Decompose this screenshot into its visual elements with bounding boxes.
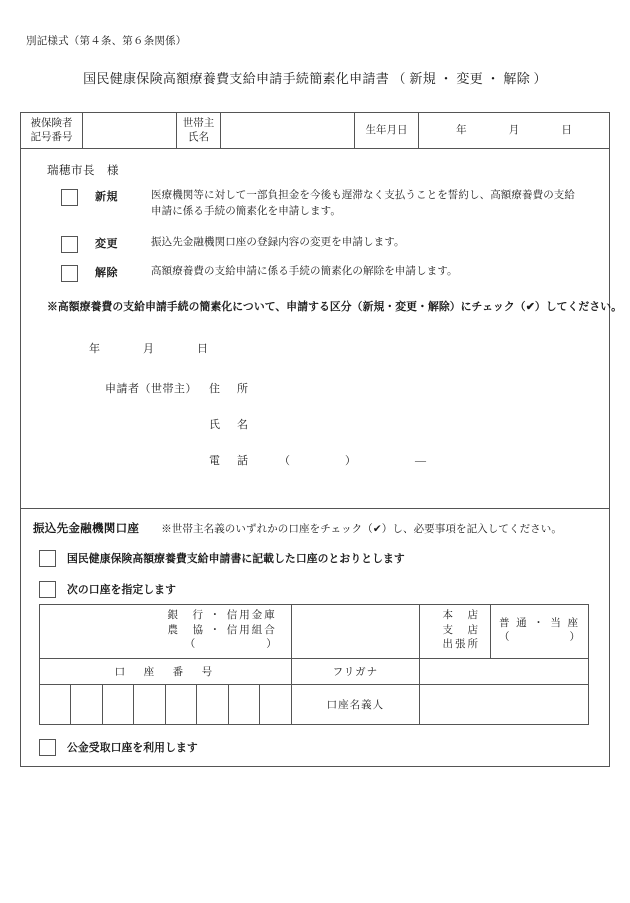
applicant-role-label: 申請者（世帯主） (105, 382, 197, 395)
option-description-new: 医療機関等に対して一部負担金を今後も遅滞なく支払うことを誓約し、高額療養費の支給申請に係る手続の簡素化を申請します。 (151, 190, 575, 218)
bank-option-public-account-label: 公金受取口座を利用します (67, 741, 198, 754)
checkbox-new[interactable] (61, 189, 78, 206)
insured-number-label-line1: 被保険者 (30, 118, 73, 130)
branch-kind-line2: 支 店 (442, 624, 480, 636)
account-type-paren-line (499, 631, 580, 645)
birthdate-field[interactable] (419, 113, 609, 148)
option-row-cancel[interactable] (21, 264, 609, 282)
account-type-options: 普 通 ・ 当 座 (498, 617, 580, 629)
account-number-digit-cell[interactable] (103, 685, 134, 724)
bank-details-table (39, 604, 589, 725)
applicant-tel-line (21, 452, 609, 468)
applicant-tel-label: 電 話 (209, 454, 251, 467)
bank-option-specify[interactable] (21, 581, 609, 598)
application-date-year-unit: 年 (89, 342, 101, 355)
bank-option-same-as-claim-label: 国民健康保険高額療養費支給申請書に記載した口座のとおりとします (67, 552, 405, 565)
checkbox-cancel[interactable] (61, 265, 78, 282)
account-type-cell[interactable] (490, 604, 588, 658)
application-date-month-unit: 月 (143, 342, 155, 355)
checkbox-specify-account[interactable] (39, 581, 56, 598)
furigana-field[interactable] (420, 658, 589, 684)
instruction-note: ※高額療養費の支給申請手続の簡素化について、申請する区分（新規・変更・解除）にチェック（✔）してください。 (47, 300, 623, 313)
household-head-label-line1: 世帯主 (182, 118, 215, 130)
checkbox-public-receiving-account[interactable] (39, 739, 56, 756)
branch-kind-cell[interactable] (420, 604, 491, 658)
branch-name-field[interactable] (291, 604, 419, 658)
tel-close-paren: ） (345, 454, 357, 467)
applicant-tel-field[interactable] (279, 452, 427, 468)
account-holder-field[interactable] (420, 684, 589, 724)
checkbox-same-as-claim[interactable] (39, 550, 56, 567)
bank-table-row-institution (40, 604, 589, 658)
bank-section-header (21, 509, 609, 536)
account-number-digit-cell[interactable] (197, 685, 228, 724)
insured-number-label (21, 113, 83, 148)
account-number-digit-boxes (40, 685, 291, 724)
option-row-change[interactable] (21, 235, 609, 253)
account-holder-label: 口座名義人 (291, 684, 419, 724)
option-label-cancel: 解除 (95, 266, 118, 279)
page-title: 国民健康保険高額療養費支給申請手続簡素化申請書 （ 新規 ・ 変更 ・ 解除 ） (83, 71, 547, 86)
bank-kind-line2: 農 協 ・ 信用組合 (167, 624, 277, 636)
checkbox-change[interactable] (61, 236, 78, 253)
addressee: 瑞穂市長 様 (47, 165, 119, 177)
bank-kind-line1: 銀 行 ・ 信用金庫 (167, 610, 277, 622)
bank-table-row-labels (40, 658, 589, 684)
insured-number-label-line2: 記号番号 (30, 131, 73, 143)
bank-account-section (21, 508, 609, 766)
insured-info-row (21, 113, 609, 149)
application-type-options (21, 178, 609, 282)
applicant-name-line (21, 416, 609, 432)
option-description-change: 振込先金融機関口座の登録内容の変更を申請します。 (151, 236, 405, 248)
account-number-digit-cell[interactable] (229, 685, 260, 724)
tel-dash: ― (415, 454, 427, 467)
household-head-label-line2: 氏名 (188, 131, 209, 143)
option-label-change: 変更 (95, 237, 118, 250)
birthdate-day-unit: 日 (561, 124, 572, 136)
option-description-cancel: 高額療養費の支給申請に係る手続の簡素化の解除を申請します。 (151, 265, 458, 277)
branch-kind-line1: 本 店 (442, 610, 480, 622)
bank-option-public-account[interactable] (21, 739, 609, 756)
account-number-digit-cell[interactable] (166, 685, 197, 724)
option-label-new: 新規 (95, 191, 118, 203)
birthdate-label: 生年月日 (355, 113, 419, 148)
household-head-label (177, 113, 221, 148)
applicant-name-label: 氏 名 (209, 418, 251, 431)
applicant-address-label: 住 所 (209, 382, 251, 395)
bank-section-note: ※世帯主名義のいずれかの口座をチェック（✔）し、必要事項を記入してください。 (161, 523, 562, 535)
account-number-digit-cell[interactable] (260, 685, 290, 724)
account-number-label: 口 座 番 号 (40, 658, 292, 684)
branch-kind-line3: 出張所 (442, 639, 480, 651)
form-code: 別記様式（第４条、第６条関係） (26, 36, 187, 47)
account-type-close-paren: ） (569, 632, 580, 644)
bank-table-row-values (40, 684, 589, 724)
bank-section-title: 振込先金融機関口座 (33, 522, 140, 535)
birthdate-month-unit: 月 (508, 124, 520, 136)
bank-kind-paren-line (185, 638, 277, 652)
bank-option-same-as-claim[interactable] (21, 550, 609, 567)
bank-kind-open-paren: （ (184, 639, 196, 651)
account-number-field[interactable] (40, 684, 292, 724)
furigana-label: フリガナ (291, 658, 419, 684)
account-number-digit-cell[interactable] (134, 685, 165, 724)
account-type-open-paren: （ (498, 632, 510, 644)
option-row-new[interactable] (21, 188, 609, 221)
bank-option-specify-label: 次の口座を指定します (67, 583, 176, 596)
application-date-line[interactable] (21, 340, 609, 356)
household-head-name-field[interactable] (221, 113, 355, 148)
account-number-digit-cell[interactable] (40, 685, 71, 724)
applicant-address-line (21, 380, 609, 396)
applicant-block (21, 314, 609, 508)
form-frame (20, 112, 623, 767)
bank-kind-cell[interactable] (40, 604, 292, 658)
bank-kind-close-paren: ） (266, 639, 277, 651)
account-number-digit-cell[interactable] (71, 685, 102, 724)
insured-number-field[interactable] (83, 113, 177, 148)
tel-open-paren: （ (279, 454, 291, 467)
application-date-day-unit: 日 (197, 342, 209, 355)
birthdate-year-unit: 年 (456, 124, 467, 136)
